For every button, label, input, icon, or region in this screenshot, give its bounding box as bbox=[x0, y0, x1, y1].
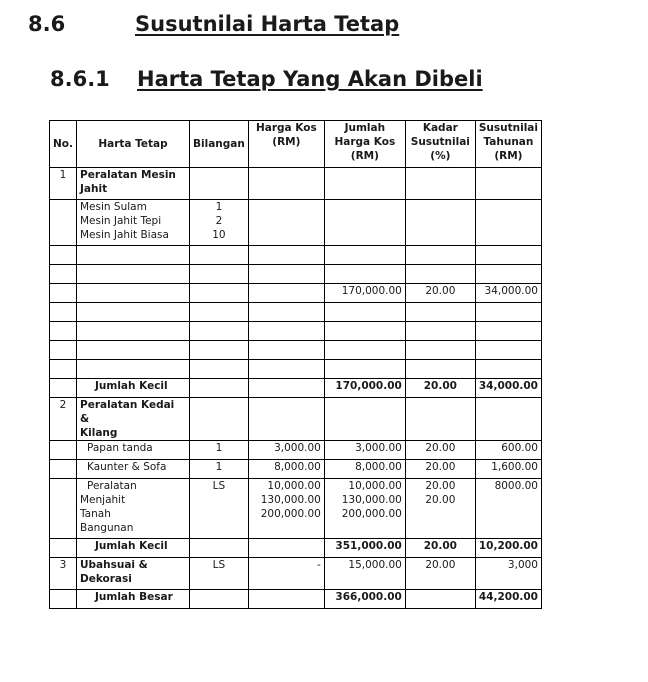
table-row bbox=[50, 265, 542, 284]
subtotal-kadar: 20.00 bbox=[405, 379, 475, 398]
susutnilai-value: 3,000 bbox=[475, 558, 541, 590]
susutnilai-value: 600.00 bbox=[475, 441, 541, 460]
header-harga-kos: Harga Kos (RM) bbox=[248, 121, 324, 168]
susutnilai-value: 8000.00 bbox=[475, 479, 541, 539]
subsection-title: Harta Tetap Yang Akan Dibeli bbox=[137, 67, 483, 91]
item-name: Kaunter & Sofa bbox=[77, 460, 190, 479]
subtotal-label: Jumlah Kecil bbox=[77, 539, 190, 558]
subsection-number: 8.6.1 bbox=[50, 67, 110, 91]
subtotal-susutnilai: 34,000.00 bbox=[475, 379, 541, 398]
group-number: 1 bbox=[50, 168, 77, 200]
kadar-value: 20.00 bbox=[405, 284, 475, 303]
group-title: Peralatan Kedai & Kilang bbox=[77, 398, 190, 441]
header-jumlah-harga-kos: Jumlah Harga Kos (RM) bbox=[324, 121, 405, 168]
susutnilai-value: 34,000.00 bbox=[475, 284, 541, 303]
item-name: Papan tanda bbox=[77, 441, 190, 460]
item-quantity: LS bbox=[190, 558, 249, 590]
header-no: No. bbox=[50, 121, 77, 168]
grand-total-row bbox=[50, 590, 542, 609]
jumlah-value: 8,000.00 bbox=[324, 460, 405, 479]
table-row bbox=[50, 284, 542, 303]
item-names: Peralatan Menjahit Tanah Bangunan bbox=[77, 479, 190, 539]
table-row bbox=[50, 200, 542, 246]
grand-total-jumlah: 366,000.00 bbox=[324, 590, 405, 609]
table-row bbox=[50, 441, 542, 460]
subtotal-jumlah: 170,000.00 bbox=[324, 379, 405, 398]
subtotal-label: Jumlah Kecil bbox=[77, 379, 190, 398]
table-row bbox=[50, 341, 542, 360]
subtotal-susutnilai: 10,200.00 bbox=[475, 539, 541, 558]
table-row bbox=[50, 460, 542, 479]
header-susutnilai-tahunan: Susutnilai Tahunan (RM) bbox=[475, 121, 541, 168]
harga-value: 8,000.00 bbox=[248, 460, 324, 479]
jumlah-values: 10,000.00 130,000.00 200,000.00 bbox=[324, 479, 405, 539]
harga-values: 10,000.00 130,000.00 200,000.00 bbox=[248, 479, 324, 539]
table-row bbox=[50, 558, 542, 590]
item-quantities: 1 2 10 bbox=[190, 200, 249, 246]
kadar-value: 20.00 bbox=[405, 460, 475, 479]
jumlah-value: 170,000.00 bbox=[324, 284, 405, 303]
kadar-value: 20.00 bbox=[405, 558, 475, 590]
section-number: 8.6 bbox=[28, 12, 66, 36]
table-row bbox=[50, 168, 542, 200]
subtotal-row bbox=[50, 379, 542, 398]
item-names: Mesin Sulam Mesin Jahit Tepi Mesin Jahit Biasa bbox=[77, 200, 190, 246]
grand-total-susutnilai: 44,200.00 bbox=[475, 590, 541, 609]
jumlah-value: 3,000.00 bbox=[324, 441, 405, 460]
kadar-value: 20.00 bbox=[405, 441, 475, 460]
table-row bbox=[50, 246, 542, 265]
section-heading bbox=[28, 12, 399, 36]
item-quantity: 1 bbox=[190, 441, 249, 460]
grand-total-label: Jumlah Besar bbox=[77, 590, 190, 609]
table-row bbox=[50, 360, 542, 379]
section-title: Susutnilai Harta Tetap bbox=[135, 12, 400, 36]
group-number: 2 bbox=[50, 398, 77, 441]
group-title: Peralatan Mesin Jahit bbox=[77, 168, 190, 200]
subtotal-row bbox=[50, 539, 542, 558]
subsection-heading bbox=[50, 67, 483, 91]
header-kadar-susutnilai: Kadar Susutnilai (%) bbox=[405, 121, 475, 168]
subtotal-jumlah: 351,000.00 bbox=[324, 539, 405, 558]
fixed-assets-table bbox=[49, 120, 542, 609]
kadar-values: 20.00 20.00 bbox=[405, 479, 475, 539]
item-quantity: LS bbox=[190, 479, 249, 539]
table-row bbox=[50, 398, 542, 441]
table-header-row bbox=[50, 121, 542, 168]
harga-value: 3,000.00 bbox=[248, 441, 324, 460]
group-number: 3 bbox=[50, 558, 77, 590]
header-harta-tetap: Harta Tetap bbox=[77, 121, 190, 168]
header-bilangan: Bilangan bbox=[190, 121, 249, 168]
item-quantity: 1 bbox=[190, 460, 249, 479]
group-title: Ubahsuai & Dekorasi bbox=[77, 558, 190, 590]
subtotal-kadar: 20.00 bbox=[405, 539, 475, 558]
table-row bbox=[50, 303, 542, 322]
susutnilai-value: 1,600.00 bbox=[475, 460, 541, 479]
table-row bbox=[50, 322, 542, 341]
table-row bbox=[50, 479, 542, 539]
jumlah-value: 15,000.00 bbox=[324, 558, 405, 590]
harga-value: - bbox=[248, 558, 324, 590]
